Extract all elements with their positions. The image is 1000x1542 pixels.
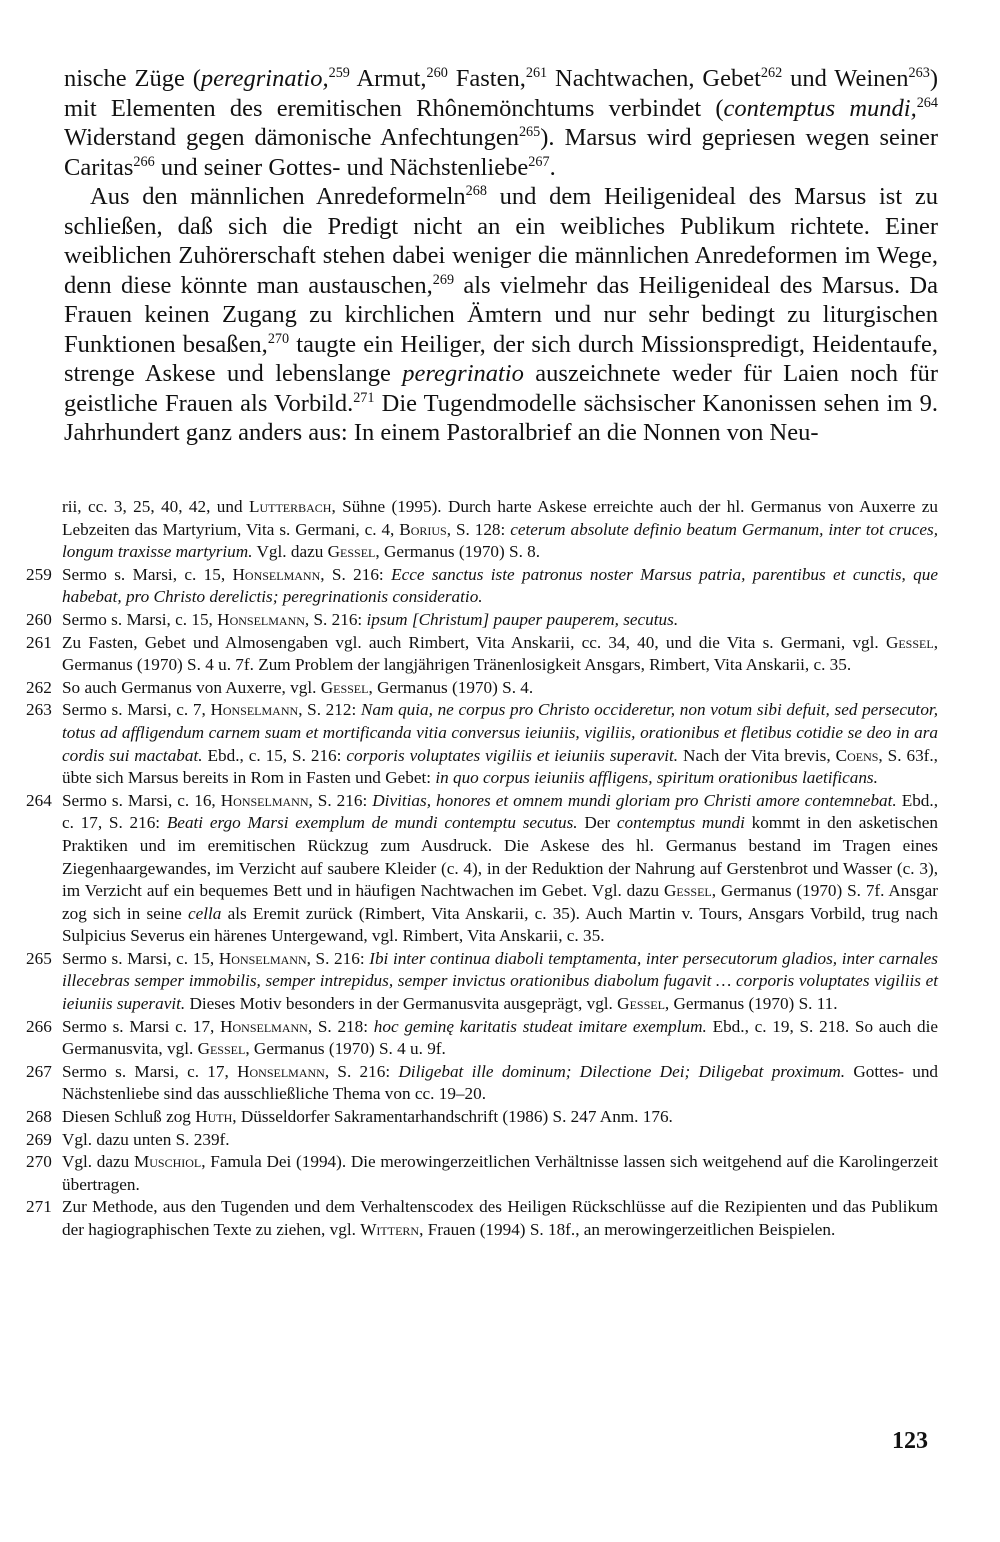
- author-name: Gessel: [617, 994, 665, 1014]
- footnote-text: Vgl. dazu Muschiol, Famula Dei (1994). Die merowingerzeitlichen Verhältnisse lassen sich weitgehend auf die Karolingerzeit übertragen.: [62, 1152, 938, 1194]
- author-name: Honselmann: [220, 790, 309, 810]
- footnote-number: 270: [26, 1152, 52, 1172]
- footnote-text: Sermo s. Marsi c. 17, Honselmann, S. 218: hoc geminę karitatis studeat imitare exemplum. Ebd., c. 19, S. 218. So auch die Germanusvita, vgl. Gessel, Germanus (1970) S. 4 u. 9f.: [62, 1016, 938, 1059]
- footnote-number: 266: [26, 1016, 52, 1036]
- author-name: Gessel: [320, 677, 369, 697]
- footnote-text: rii, cc. 3, 25, 40, 42, und Lutterbach, Sühne (1995). Durch harte Askese erreichte auch der hl. Germanus von Auxerre zu Lebzeiten das Martyrium, Vita s. Germani, c. 4, Borius, S. 128: ceterum absolute definio beatum Germanum, inter tot cruces, longum traxisse martyrium. Vgl. dazu Gessel, Germanus (1970) S. 8.: [62, 497, 938, 562]
- italic-run: ipsum [Christum] pauper pauperem, secutus.: [366, 609, 679, 629]
- author-name: Honselmann: [217, 609, 305, 629]
- footnote-270: [26, 1151, 938, 1196]
- footnote-text: So auch Germanus von Auxerre, vgl. Gessel, Germanus (1970) S. 4.: [62, 677, 534, 697]
- paragraph-2: Aus den männlichen Anredeformeln$^{268}$ und dem Heiligenideal des Marsus ist zu schließen, daß sich die Predigt nicht an ein weibliches Publikum richtete. Einer weiblichen Zuhörerschaft stehen dabei weniger die männlichen Anredeformen im Wege, denn diese könnte man austauschen,$^{269}$ als vielmehr das Heiligenideal des Marsus. Da Frauen keinen Zugang zu kirchlichen Ämtern und nur sehr bedingt zu liturgischen Funktionen besaßen,$^{270}$ taugte ein Heiliger, der sich durch Missionspredigt, Heidentaufe, strenge Askese und lebenslange peregrinatio auszeichnete weder für Laien noch für geistliche Frauen als Vorbild.$^{271}$ Die Tugendmodelle sächsischer Kanonissen sehen im 9. Jahrhundert ganz anders aus: In einem Pastoralbrief an die Nonnen von Neu-: [64, 183, 939, 446]
- italic-run: Ibi inter continua diaboli temptamenta, inter persecutorum gladios, inter carnales illecebras semper immobilis, semper intrepidus, semper invictus orationibus diabolum fugavit … corporis voluptates vigiliis et ieiuniis superavit.: [62, 948, 938, 1014]
- italic-run: cella: [188, 903, 222, 923]
- footnote-number: 262: [26, 677, 52, 697]
- italic-run: corporis voluptates vigiliis et ieiuniis superavit.: [346, 745, 679, 765]
- author-name: Honselmann: [220, 1016, 308, 1036]
- footnote-text: Sermo s. Marsi, c. 17, Honselmann, S. 216: Diligebat ille dominum; Dilectione Dei; Diligebat proximum. Gottes- und Nächstenliebe sind das ausschließliche Thema von cc. 19–20.: [62, 1061, 939, 1104]
- footnote-text: Sermo s. Marsi, c. 16, Honselmann, S. 216: Divitias, honores et omnem mundi gloriam pro Christi amore contemnebat. Ebd., c. 17, S. 216: Beati ergo Marsi exemplum de mundi contemptu secutus. Der contemptus mundi kommt in den asketischen Praktiken und im eremitischen Rückzug zum Ausdruck. Die Askese des hl. Germanus bestand im Tragen eines Ziegenhaargewandes, im Verzicht auf saubere Kleider (c. 4), in der Reduktion der Nahrung auf Gerstenbrot und Wasser (c. 3), im Verzicht auf ein bequemes Bett und in häufigen Nachtwachen im Gebet. Vgl. dazu Gessel, Germanus (1970) S. 7f. Ansgar zog sich in seine cella als Eremit zurück (Rimbert, Vita Anskarii, c. 35). Auch Martin v. Tours, Ansgars Vorbild, trug nach Sulpicius Severus ein härenes Untergewand, vgl. Rimbert, Vita Anskarii, c. 35.: [62, 790, 939, 946]
- footnote-reference: 267: [528, 153, 550, 170]
- footnote-259: [26, 564, 938, 609]
- footnote-reference: 261: [525, 65, 548, 82]
- footnote-reference: 260: [426, 65, 448, 82]
- footnote-reference: 270: [267, 330, 290, 347]
- author-name: Gessel: [885, 632, 934, 652]
- footnote-reference: 265: [518, 124, 541, 141]
- author-name: Gessel: [664, 881, 712, 901]
- footnote-264: [26, 790, 938, 948]
- italic-run: peregrinatio: [402, 360, 524, 387]
- footnote-number: 259: [26, 564, 52, 584]
- author-name: Honselmann: [237, 1061, 325, 1081]
- footnote-number: 261: [26, 632, 52, 652]
- italic-run: Diligebat ille dominum; Dilectione Dei; Diligebat proximum.: [398, 1061, 846, 1081]
- italic-run: contemptus mundi,: [723, 94, 917, 122]
- footnote-268: [26, 1106, 938, 1129]
- footnote-269: [26, 1129, 938, 1152]
- italic-run: Beati ergo Marsi exemplum de mundi contemptu secutus.: [166, 813, 578, 833]
- page-number: 123: [892, 1428, 928, 1454]
- italic-run: contemptus mundi: [616, 813, 745, 833]
- footnote-reference: 269: [432, 271, 455, 288]
- footnote-reference: 266: [133, 153, 155, 170]
- footnote-reference: 264: [916, 94, 939, 111]
- footnote-260: [26, 609, 938, 632]
- footnote-reference: 271: [353, 389, 375, 406]
- author-name: Gessel: [327, 542, 376, 562]
- footnote-266: [26, 1016, 938, 1061]
- author-name: Muschiol: [133, 1152, 202, 1172]
- footnote-number: 269: [26, 1129, 52, 1149]
- footnote-text: Vgl. dazu unten S. 239f.: [62, 1129, 230, 1149]
- footnote-262: [26, 677, 938, 700]
- author-name: Huth: [195, 1107, 233, 1127]
- author-name: Borius: [399, 519, 447, 539]
- footnotes: [26, 496, 938, 1242]
- footnote-number: 260: [26, 609, 52, 629]
- footnote-reference: 262: [760, 65, 783, 82]
- author-name: Coens: [835, 745, 879, 765]
- footnote-number: 267: [26, 1061, 52, 1081]
- italic-run: hoc geminę karitatis studeat imitare exemplum.: [373, 1016, 707, 1036]
- footnote-number: 263: [26, 700, 52, 720]
- footnote-reference: 263: [908, 65, 930, 82]
- footnote-text: Sermo s. Marsi, c. 15, Honselmann, S. 216: ipsum [Christum] pauper pauperem, secutus.: [62, 609, 679, 629]
- author-name: Lutterbach: [248, 497, 332, 516]
- italic-run: peregrinatio,: [200, 65, 329, 92]
- author-name: Honselmann: [210, 700, 299, 720]
- italic-run: Nam quia, ne corpus pro Christo occideretur, non votum sibi defuit, sed persecutor, totus ad affligendum carnem suam et mortificanda vitia conversus ieiuniis, vigiliis, orationibus et fletibus cotidie se deo in ara cordis sui mactabat.: [62, 700, 938, 765]
- footnote-number: 265: [26, 948, 52, 968]
- footnote-text: Sermo s. Marsi, c. 15, Honselmann, S. 216: Ibi inter continua diaboli temptamenta, inter persecutorum gladios, inter carnales illecebras semper immobilis, semper intrepidus, semper invictus orationibus diabolum fugavit … corporis voluptates vigiliis et ieiuniis superavit. Dieses Motiv besonders in der Germanusvita ausgeprägt, vgl. Gessel, Germanus (1970) S. 11.: [62, 948, 938, 1014]
- italic-run: in quo corpus ieiuniis affligens, spiritum orationibus laetificans.: [435, 768, 878, 788]
- footnote-number: 264: [26, 790, 52, 810]
- paragraph-1: nische Züge (peregrinatio,$^{259}$ Armut,$^{260}$ Fasten,$^{261}$ Nachtwachen, Gebet$^{262}$ und Weinen$^{263}$) mit Elementen des eremitischen Rhônemönchtums verbindet (contemptus mundi,$^{264}$ Widerstand gegen dämonische Anfechtungen$^{265}$). Marsus wird gepriesen wegen seiner Caritas$^{266}$ und seiner Gottes- und Nächstenliebe$^{267}$.: [64, 65, 939, 181]
- italic-run: Divitias, honores et omnem mundi gloriam pro Christi amore contemnebat.: [372, 790, 897, 810]
- footnote-265: [26, 948, 938, 1016]
- footnote-number: 268: [26, 1107, 52, 1127]
- footnote-text: Sermo s. Marsi, c. 15, Honselmann, S. 216: Ecce sanctus iste patronus noster Marsus patria, parentibus et cunctis, que habebat, pro Christo derelictis; peregrinationis consideratio.: [62, 564, 938, 607]
- footnote-271: [26, 1196, 938, 1241]
- footnote-continuation: [26, 496, 938, 564]
- footnote-text: Zu Fasten, Gebet und Almosengaben vgl. auch Rimbert, Vita Anskarii, cc. 34, 40, und die Vita s. Germani, vgl. Gessel, Germanus (1970) S. 4 u. 7f. Zum Problem der langjährigen Tränenlosigkeit Ansgars, Rimbert, Vita Anskarii, c. 35.: [62, 632, 938, 675]
- footnote-number: 271: [26, 1197, 52, 1217]
- footnote-text: Diesen Schluß zog Huth, Düsseldorfer Sakramentarhandschrift (1986) S. 247 Anm. 176.: [62, 1107, 673, 1127]
- footnote-267: [26, 1061, 938, 1106]
- main-text: [64, 64, 938, 448]
- author-name: Honselmann: [218, 948, 307, 968]
- footnote-263: [26, 699, 938, 789]
- author-name: Wittern: [360, 1220, 420, 1239]
- footnote-text: Sermo s. Marsi, c. 7, Honselmann, S. 212: Nam quia, ne corpus pro Christo occideretur, non votum sibi defuit, sed persecutor, totus ad affligendum carnem suam et mortificanda vitia conversus ieiuniis, vigiliis, orationibus et fletibus cotidie se deo in ara cordis sui mactabat. Ebd., c. 15, S. 216: corporis voluptates vigiliis et ieiuniis superavit. Nach der Vita brevis, Coens, S. 63f., übte sich Marsus bereits in Rom in Fasten und Gebet: in quo corpus ieiuniis affligens, spiritum orationibus laetificans.: [62, 700, 938, 788]
- footnote-text: Zur Methode, aus den Tugenden und dem Verhaltenscodex des Heiligen Rückschlüsse auf die Rezipienten und das Publikum der hagiographischen Texte zu ziehen, vgl. Wittern, Frauen (1994) S. 18f., an merowingerzeitlichen Beispielen.: [62, 1197, 938, 1239]
- italic-run: Ecce sanctus iste patronus noster Marsus patria, parentibus et cunctis, que habebat, pro Christo derelictis; peregrinationis consideratio.: [62, 564, 938, 607]
- author-name: Gessel: [197, 1039, 246, 1059]
- footnote-261: [26, 632, 938, 677]
- italic-run: ceterum absolute definio beatum Germanum, inter tot cruces, longum traxisse martyrium.: [62, 519, 938, 562]
- footnote-reference: 268: [465, 183, 487, 200]
- author-name: Honselmann: [232, 564, 321, 584]
- footnote-reference: 259: [328, 65, 350, 82]
